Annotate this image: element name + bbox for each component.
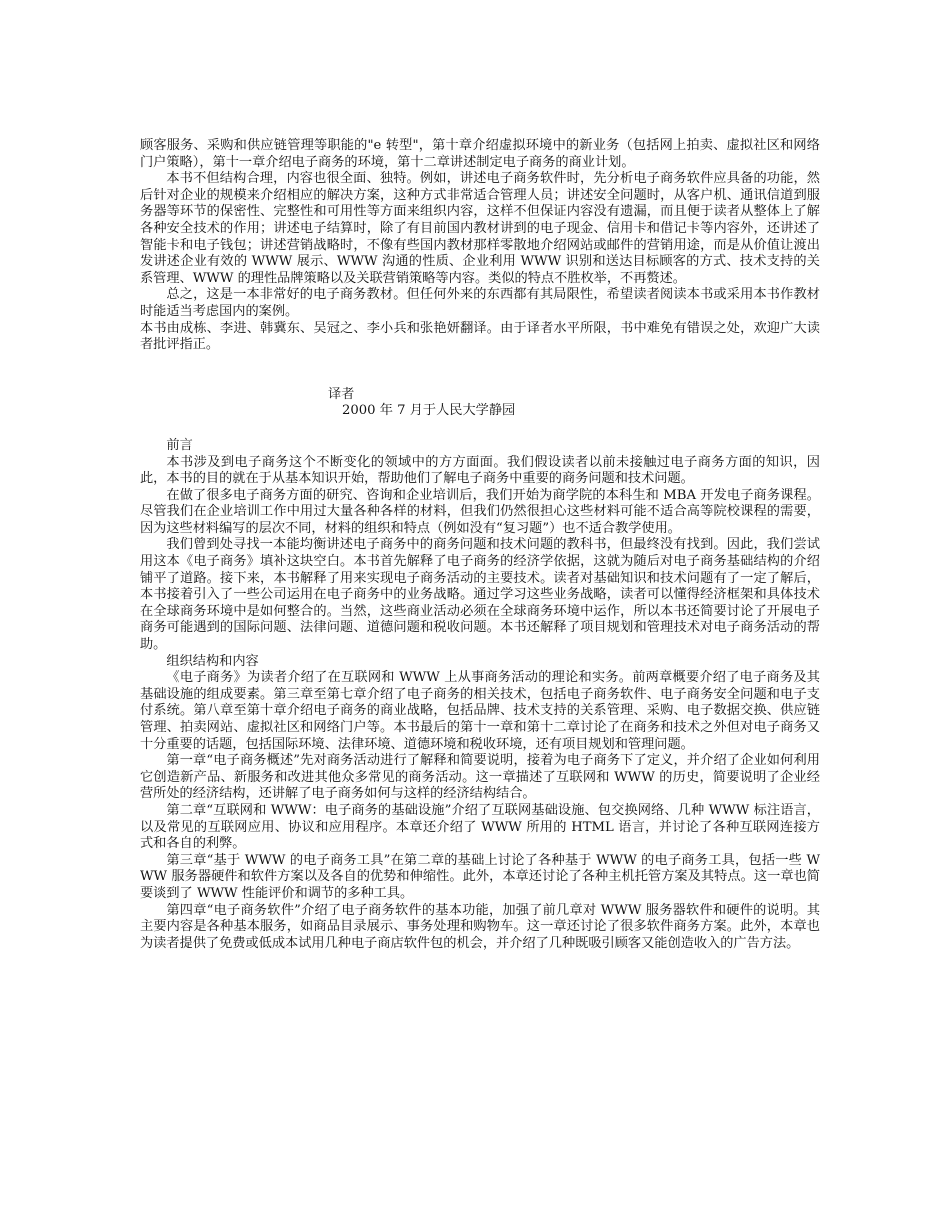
paragraph-course-development: 在做了很多电子商务方面的研究、咨询和企业培训后，我们开始为商学院的本科生和 MBA 开发电子商务课程。尽管我们在企业培训工作中用过大量各种各样的材料，但我们仍然很担心这些材料可能不适合高等院校课程的需要，因为这些材料编写的层次不同，材料的组织和特点（例如没有“复习题”）也不适合教学使用。 [140, 487, 820, 536]
paragraph-textbook-search: 我们曾到处寻找一本能均衡讲述电子商务中的商务问题和技术问题的教科书，但最终没有找到。因此，我们尝试用这本《电子商务》填补这块空白。本书首先解释了电子商务的经济学依据，这就为随后对电子商务基础结构的介绍铺平了道路。接下来，本书解释了用来实现电子商务活动的主要技术。读者对基础知识和技术问题有了一定了解后，本书接着引入了一些公司运用在电子商务中的业务战略。通过学习这些业务战略，读者可以懂得经济框架和具体技术在全球商务环境中是如何整合的。当然，这些商业活动必须在全球商务环境中运作，所以本书还简要讨论了开展电子商务可能遇到的国际问题、法律问题、道德问题和税收问题。本书还解释了项目规划和管理技术对电子商务活动的帮助。 [140, 537, 820, 653]
paragraph-chapter-1: 第一章“电子商务概述”先对商务活动进行了解释和简要说明，接着为电子商务下了定义，并介绍了企业如何利用它创造新产品、新服务和改进其他众多常见的商务活动。这一章描述了互联网和 WWW 的历史，简要说明了企业经营所处的经济结构，还讲解了电子商务如何与这样的经济结构结合。 [140, 753, 820, 802]
heading-structure: 组织结构和内容 [166, 653, 259, 669]
signature-date: 2000 年 7 月于人民大学静园 [342, 403, 516, 419]
paragraph-chapter-4: 第四章“电子商务软件”介绍了电子商务软件的基本功能，加强了前几章对 WWW 服务器软件和硬件的说明。其主要内容是各种基本服务，如商品目录展示、事务处理和购物车。这一章还讨论了很多软件商务方案。此外，本章也为读者提供了免费或低成本试用几种电子商店软件包的机会，并介绍了几种既吸引顾客又能创造收入的广告方法。 [140, 902, 820, 951]
paragraph-preface-intro: 本书涉及到电子商务这个不断变化的领域中的方方面面。我们假设读者以前未接触过电子商务方面的知识，因此，本书的目的就在于从基本知识开始，帮助他们了解电子商务中重要的商务问题和技术问题。 [140, 454, 820, 487]
paragraph-chapter-3: 第三章“基于 WWW 的电子商务工具”在第二章的基础上讨论了各种基于 WWW 的电子商务工具，包括一些 WWW 服务器硬件和软件方案以及各自的优势和伸缩性。此外，本章还讨论了各种主机托管方案及其特点。这一章也简要谈到了 WWW 性能评价和调节的多种工具。 [140, 852, 820, 901]
spacer [140, 420, 820, 438]
paragraph-continuation: 顾客服务、采购和供应链管理等职能的"e 转型"，第十章介绍虚拟环境中的新业务（包括网上拍卖、虚拟社区和网络门户策略），第十一章介绍电子商务的环境，第十二章讲述制定电子商务的商业计划。 [140, 138, 820, 170]
spacer [140, 354, 820, 387]
paragraph-translators: 本书由成栋、李进、韩冀东、吴冠之、李小兵和张艳妍翻译。由于译者水平所限，书中难免有错误之处，欢迎广大读者批评指正。 [140, 320, 820, 353]
paragraph-summary: 总之，这是一本非常好的电子商务教材。但任何外来的东西都有其局限性，希望读者阅读本书或采用本书作教材时能适当考虑国内的案例。 [140, 287, 820, 319]
paragraph-chapter-2: 第二章“互联网和 WWW：电子商务的基础设施”介绍了互联网基础设施、包交换网络、几种 WWW 标注语言，以及常见的互联网应用、协议和应用程序。本章还介绍了 WWW 所用的 HTML 语言，并讨论了各种互联网连接方式和各自的利弊。 [140, 802, 820, 852]
signature-title: 译者 [328, 386, 355, 402]
paragraph-structure-overview: 《电子商务》为读者介绍了在互联网和 WWW 上从事商务活动的理论和实务。前两章概要介绍了电子商务及其基础设施的组成要素。第三章至第七章介绍了电子商务的相关技术，包括电子商务软件、电子商务安全问题和电子支付系统。第八章至第十章介绍电子商务的商业战略，包括品牌、技术支持的关系管理、采购、电子数据交换、供应链管理、拍卖网站、虚拟社区和网络门户等。本书最后的第十一章和第十二章讨论了在商务和技术之外但对电子商务又十分重要的话题，包括国际环境、法律环境、道德环境和税收环境，还有项目规划和管理问题。 [140, 670, 820, 752]
paragraph-features: 本书不但结构合理，内容也很全面、独特。例如，讲述电子商务软件时，先分析电子商务软件应具备的功能，然后针对企业的规模来介绍相应的解决方案，这种方式非常适合管理人员；讲述安全问题时，从客户机、通讯信道到服务器等环节的保密性、完整性和可用性等方面来组织内容，这样不但保证内容没有遗漏，而且便于读者从整体上了解各种安全技术的作用；讲述电子结算时，除了有目前国内教材讲到的电子现金、信用卡和借记卡等内容外，还讲述了智能卡和电子钱包；讲述营销战略时，不像有些国内教材那样零散地介绍网站或邮件的营销用途，而是从价值让渡出发讲述企业有效的 WWW 展示、WWW 沟通的性质、企业利用 WWW 识别和送达目标顾客的方式、技术支持的关系管理、WWW 的理性品牌策略以及关联营销策略等内容。类似的特点不胜枚举，不再赘述。 [140, 171, 820, 286]
document-page [140, 138, 820, 952]
heading-preface: 前言 [166, 437, 193, 453]
